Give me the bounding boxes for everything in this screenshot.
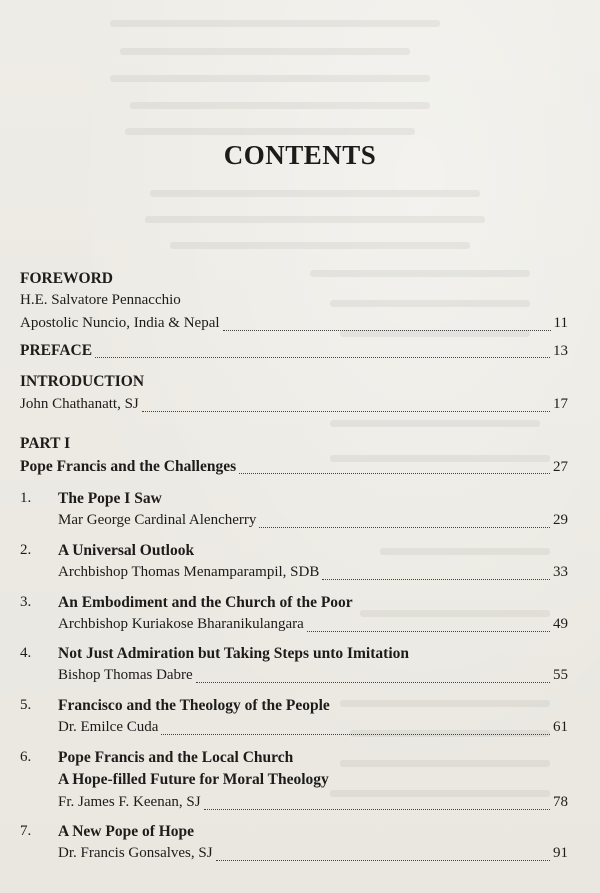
chapter-4-entry[interactable] xyxy=(58,667,568,689)
chapter-6-entry[interactable] xyxy=(58,794,568,816)
chapter-1-heading xyxy=(20,490,568,512)
table-of-contents xyxy=(20,0,568,893)
page-number: 13 xyxy=(553,343,568,359)
foreword-author-title: Apostolic Nuncio, India & Nepal xyxy=(20,315,220,331)
chapter-author: Archbishop Thomas Menamparampil, SDB xyxy=(58,564,320,580)
page-number: 49 xyxy=(553,616,568,632)
dot-leader xyxy=(322,579,550,580)
chapter-number: 6. xyxy=(20,749,32,765)
dot-leader xyxy=(204,809,550,810)
part-title: Pope Francis and the Challenges xyxy=(20,458,237,475)
chapter-title: The Pope I Saw xyxy=(58,490,162,507)
dot-leader xyxy=(239,473,550,474)
introduction-author: John Chathanatt, SJ xyxy=(20,396,139,412)
preface-entry[interactable] xyxy=(20,342,568,364)
chapter-2-heading xyxy=(20,542,568,564)
foreword-heading: FOREWORD xyxy=(20,270,113,287)
page-number: 29 xyxy=(553,512,568,528)
chapter-author: Dr. Emilce Cuda xyxy=(58,719,159,735)
page-number: 27 xyxy=(553,459,568,475)
foreword-author: H.E. Salvatore Pennacchio xyxy=(20,292,181,308)
chapter-author: Mar George Cardinal Alencherry xyxy=(58,512,257,528)
part-entry[interactable] xyxy=(20,458,568,480)
chapter-title: A New Pope of Hope xyxy=(58,823,195,840)
dot-leader xyxy=(216,860,550,861)
chapter-number: 2. xyxy=(20,542,32,558)
chapter-4-heading xyxy=(20,645,568,667)
dot-leader xyxy=(307,631,550,632)
introduction-heading: INTRODUCTION xyxy=(20,373,145,390)
preface-heading: PREFACE xyxy=(20,342,93,359)
dot-leader xyxy=(161,734,550,735)
dot-leader xyxy=(259,527,550,528)
page-number: 11 xyxy=(553,315,568,331)
part-label: PART I xyxy=(20,435,71,452)
chapter-author: Fr. James F. Keenan, SJ xyxy=(58,794,201,810)
chapter-6-subtitle: A Hope-filled Future for Moral Theology xyxy=(58,771,329,788)
dot-leader xyxy=(223,330,551,331)
page-number: 33 xyxy=(553,564,568,580)
chapter-title: A Universal Outlook xyxy=(58,542,195,559)
chapter-7-heading xyxy=(20,823,568,845)
page-number: 17 xyxy=(553,396,568,412)
page-number: 91 xyxy=(553,845,568,861)
page-number: 78 xyxy=(553,794,568,810)
chapter-number: 3. xyxy=(20,594,32,610)
chapter-5-entry[interactable] xyxy=(58,719,568,741)
dot-leader xyxy=(142,411,550,412)
introduction-entry[interactable] xyxy=(20,396,568,418)
chapter-number: 5. xyxy=(20,697,32,713)
page-number: 55 xyxy=(553,667,568,683)
chapter-author: Dr. Francis Gonsalves, SJ xyxy=(58,845,213,861)
chapter-title: Pope Francis and the Local Church xyxy=(58,749,294,766)
page-title: CONTENTS xyxy=(223,140,377,170)
chapter-5-heading xyxy=(20,697,568,719)
chapter-author: Archbishop Kuriakose Bharanikulangara xyxy=(58,616,304,632)
page-number: 61 xyxy=(553,719,568,735)
chapter-2-entry[interactable] xyxy=(58,564,568,586)
chapter-number: 7. xyxy=(20,823,32,839)
chapter-title: Francisco and the Theology of the People xyxy=(58,697,330,714)
chapter-1-entry[interactable] xyxy=(58,512,568,534)
chapter-title: An Embodiment and the Church of the Poor xyxy=(58,594,353,611)
chapter-number: 1. xyxy=(20,490,32,506)
chapter-7-entry[interactable] xyxy=(58,845,568,867)
chapter-title: Not Just Admiration but Taking Steps unto Imitation xyxy=(58,645,409,662)
chapter-number: 4. xyxy=(20,645,32,661)
chapter-6-heading xyxy=(20,749,568,771)
dot-leader xyxy=(95,357,550,358)
chapter-3-heading xyxy=(20,594,568,616)
dot-leader xyxy=(196,682,550,683)
foreword-entry[interactable] xyxy=(20,315,568,337)
chapter-3-entry[interactable] xyxy=(58,616,568,638)
chapter-author: Bishop Thomas Dabre xyxy=(58,667,193,683)
